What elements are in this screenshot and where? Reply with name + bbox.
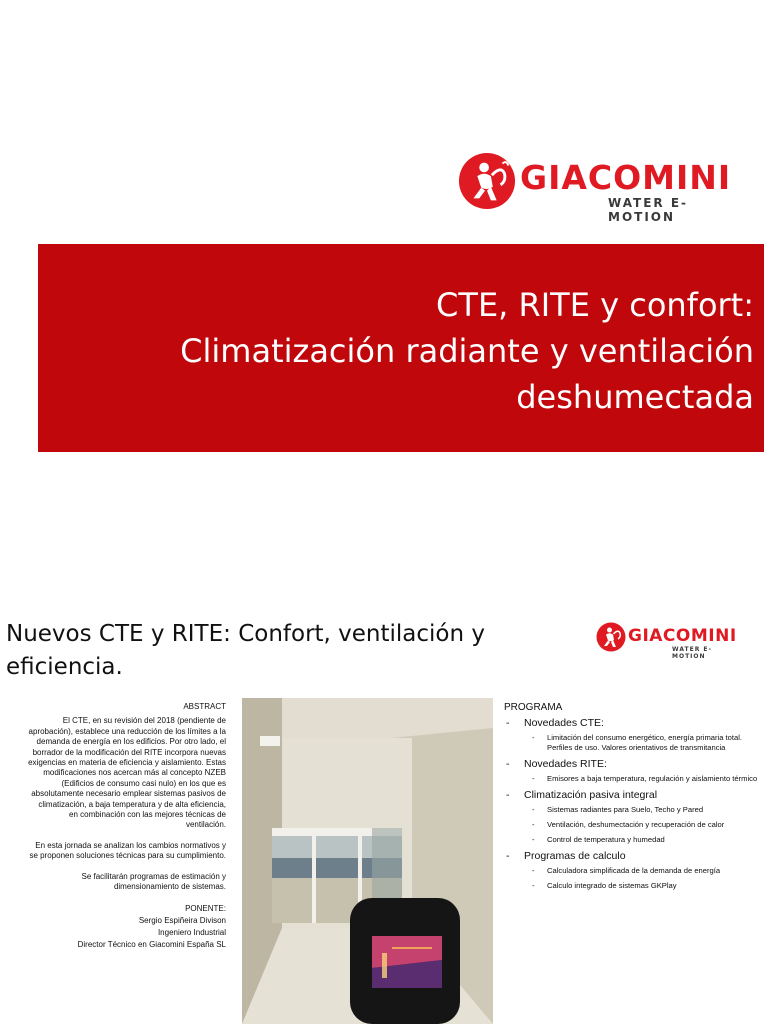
title-line-2: Climatización radiante y ventilación [180,332,754,370]
programa-section: - Novedades CTE: [504,717,766,729]
programa-subitems [530,733,766,753]
brand-tagline-small: WATER E-MOTION [672,646,713,660]
giacomini-figure-icon [458,152,516,210]
abstract-heading: ABSTRACT [183,702,226,711]
brand-name-small: GIACOMINI [628,626,737,646]
giacomini-figure-icon-small [596,622,626,652]
programa-subitem: - Calculadora simplificada de la demanda de energía [530,866,766,876]
slide2-title: Nuevos CTE y RITE: Confort, ventilación y eficiencia. [6,621,486,680]
room-thermal-camera-photo [242,698,493,1024]
title-banner [38,244,764,452]
giacomini-logo-small [596,622,741,660]
title-line-1: CTE, RITE y confort: [436,286,754,324]
abstract-block [28,702,226,951]
programa-subitems [530,774,766,784]
programa-subitems [530,866,766,891]
ponente-label: PONENTE: [185,903,226,913]
ponente-position: Director Técnico en Giacomini España SL [77,940,226,950]
programa-section: - Programas de calculo [504,850,766,862]
programa-section: - Novedades RITE: [504,758,766,770]
abstract-paragraph-2: En esta jornada se analizan los cambios normativos y se proponen soluciones técnicas para su cumplimiento. [29,840,226,861]
programa-block [504,702,766,896]
programa-subitem: - Ventilación, deshumectación y recuperación de calor [530,820,766,830]
brand-tagline: WATER E-MOTION [608,196,689,224]
programa-heading: PROGRAMA [504,702,563,713]
programa-subitem: - Emisores a baja temperatura, regulación y aislamiento térmico [530,774,766,784]
brand-name: GIACOMINI [520,158,732,197]
ponente-block [28,903,226,952]
abstract-paragraph-3: Se facilitarán programas de estimación y dimensionamiento de sistemas. [81,871,226,892]
title-line-3: deshumectada [516,378,754,416]
programa-subitem: - Sistemas radiantes para Suelo, Techo y Pared [530,805,766,815]
abstract-paragraph-1: El CTE, en su revisión del 2018 (pendiente de aprobación), establece una reducción de los límites a la demanda de energía en los edificios. Por otro lado, el borrador de la modificación del RITE incorpora nuevas exigencias en materia de eficiencia y aislamiento. Estas modificaciones nos acercan más al concepto NZEB (Edificios de consumo casi nulo) en los que es absolutamente necesario emplear sistemas pasivos de climatización, a baja temperatura y de alta eficiencia, en combinación con las mejores técnicas de ventilación. [28,716,226,830]
programa-subitem: - Limitación del consumo energético, energía primaria total. Perfiles de uso. Valores orientativos de transmitancia [530,733,766,753]
ponente-role: Ingeniero Industrial [157,927,226,937]
programa-subitem: - Calculo integrado de sistemas GKPlay [530,881,766,891]
ponente-name: Sergio Espiñeira Divison [138,915,226,925]
giacomini-logo-large [458,150,748,224]
programa-section: - Climatización pasiva integral [504,789,766,801]
programa-subitems [530,805,766,845]
programa-subitem: - Control de temperatura y humedad [530,835,766,845]
